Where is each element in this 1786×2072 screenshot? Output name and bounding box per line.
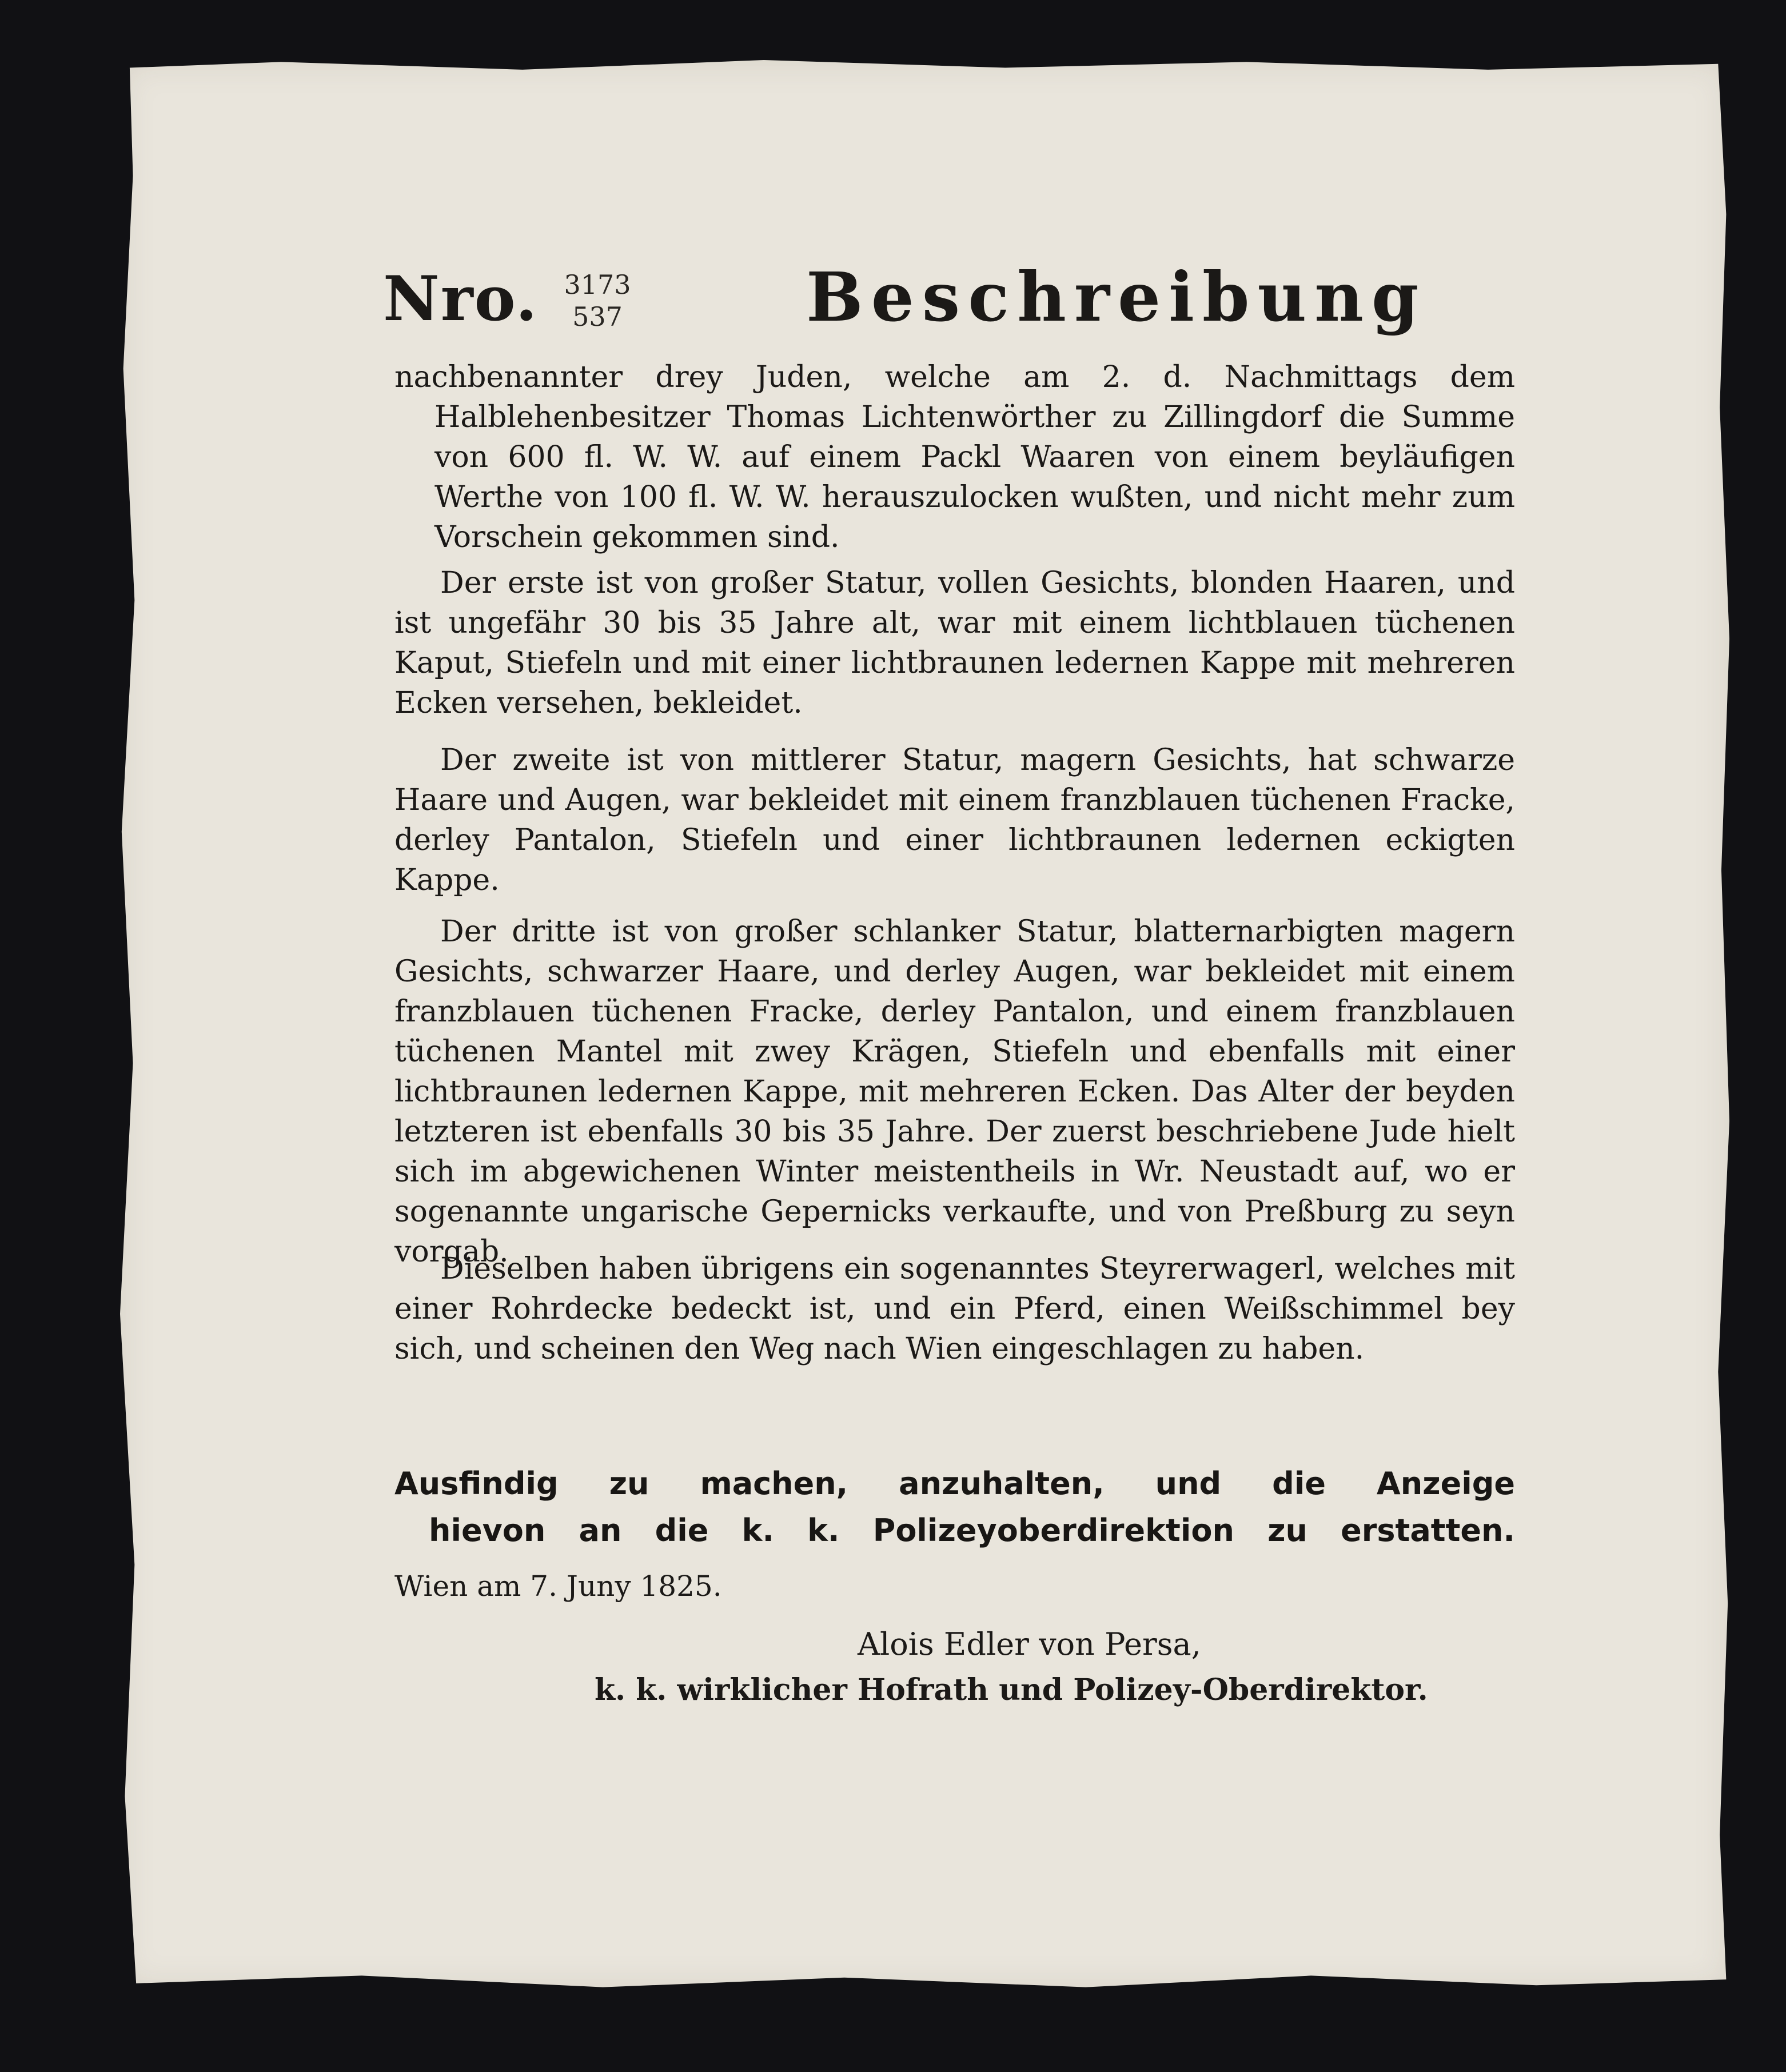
paragraph-second-person: Der zweite ist von mittlerer Statur, magern Gesichts, hat schwarze Haare und Augen, war bekleidet mit einem franzblauen tüchenen Fracke, derley Pantalon, Stiefeln und einer lichtbraunen ledernen eckigten Kappe. <box>394 743 1515 897</box>
intro-paragraph <box>394 357 1515 557</box>
call-to-action <box>394 1460 1515 1554</box>
paragraph-third-person: Der dritte ist von großer schlanker Statur, blatternarbigten magern Gesichts, schwarzer Haare, und derley Augen, war bekleidet mit einem franzblauen tüchenen Fracke, derley Pantalon, und einem franzblauen tüchenen Mantel mit zwey Krägen, Stiefeln und ebenfalls mit einer lichtbraunen ledernen Kappe, mit mehreren Ecken. Das Alter der beyden letzteren ist ebenfalls 30 bis 35 Jahre. Der zuerst beschriebene Jude hielt sich im abgewichenen Winter meistentheils in Wr. Neustadt auf, wo er sogenannte ungarische Gepernicks verkaufte, und von Preßburg zu seyn vorgab. <box>394 915 1515 1269</box>
signer-name: Alois Edler von Persa, <box>858 1626 1201 1662</box>
paragraph-vehicle: Dieselben haben übrigens ein sogenanntes Steyrerwagerl, welches mit einer Rohrdecke bedeckt ist, und ein Pferd, einen Weißschimmel bey sich, und scheinen den Weg nach Wien eingeschlagen zu haben. <box>394 1252 1515 1366</box>
issue-date: Wien am 7. Juny 1825. <box>394 1570 722 1603</box>
document-number-top: 3173 <box>564 269 631 300</box>
call-to-action-line-1: Ausfindig zu machen, anzuhalten, und die Anzeige <box>394 1466 1515 1502</box>
call-to-action-line-2: hievon an die k. k. Polizeyoberdirektion zu erstatten. <box>429 1512 1515 1548</box>
signer-title: k. k. wirklicher Hofrath und Polizey-Oberdirektor. <box>595 1672 1428 1707</box>
paragraph-first-person: Der erste ist von großer Statur, vollen Gesichts, blonden Haaren, und ist ungefähr 30 bis 35 Jahre alt, war mit einem lichtblauen tüchenen Kaput, Stiefeln und mit einer lichtbraunen ledernen Kappe mit mehreren Ecken versehen, bekleidet. <box>394 566 1515 720</box>
nro-label: Nro. <box>383 263 539 335</box>
document-header <box>383 251 1526 354</box>
intro-text: nachbenannter drey Juden, welche am 2. d. Nachmittags dem Halblehenbesitzer Thomas Lichtenwörther zu Zillingdorf die Summe von 600 fl. W. W. auf einem Packl Waaren von einem beyläufigen Werthe von 100 fl. W. W. herauszulocken wußten, und nicht mehr zum Vorschein gekommen sind. <box>394 360 1515 554</box>
document-number-bottom: 537 <box>572 301 623 332</box>
document-title: Beschreibung <box>806 257 1427 337</box>
document-number <box>557 269 637 333</box>
